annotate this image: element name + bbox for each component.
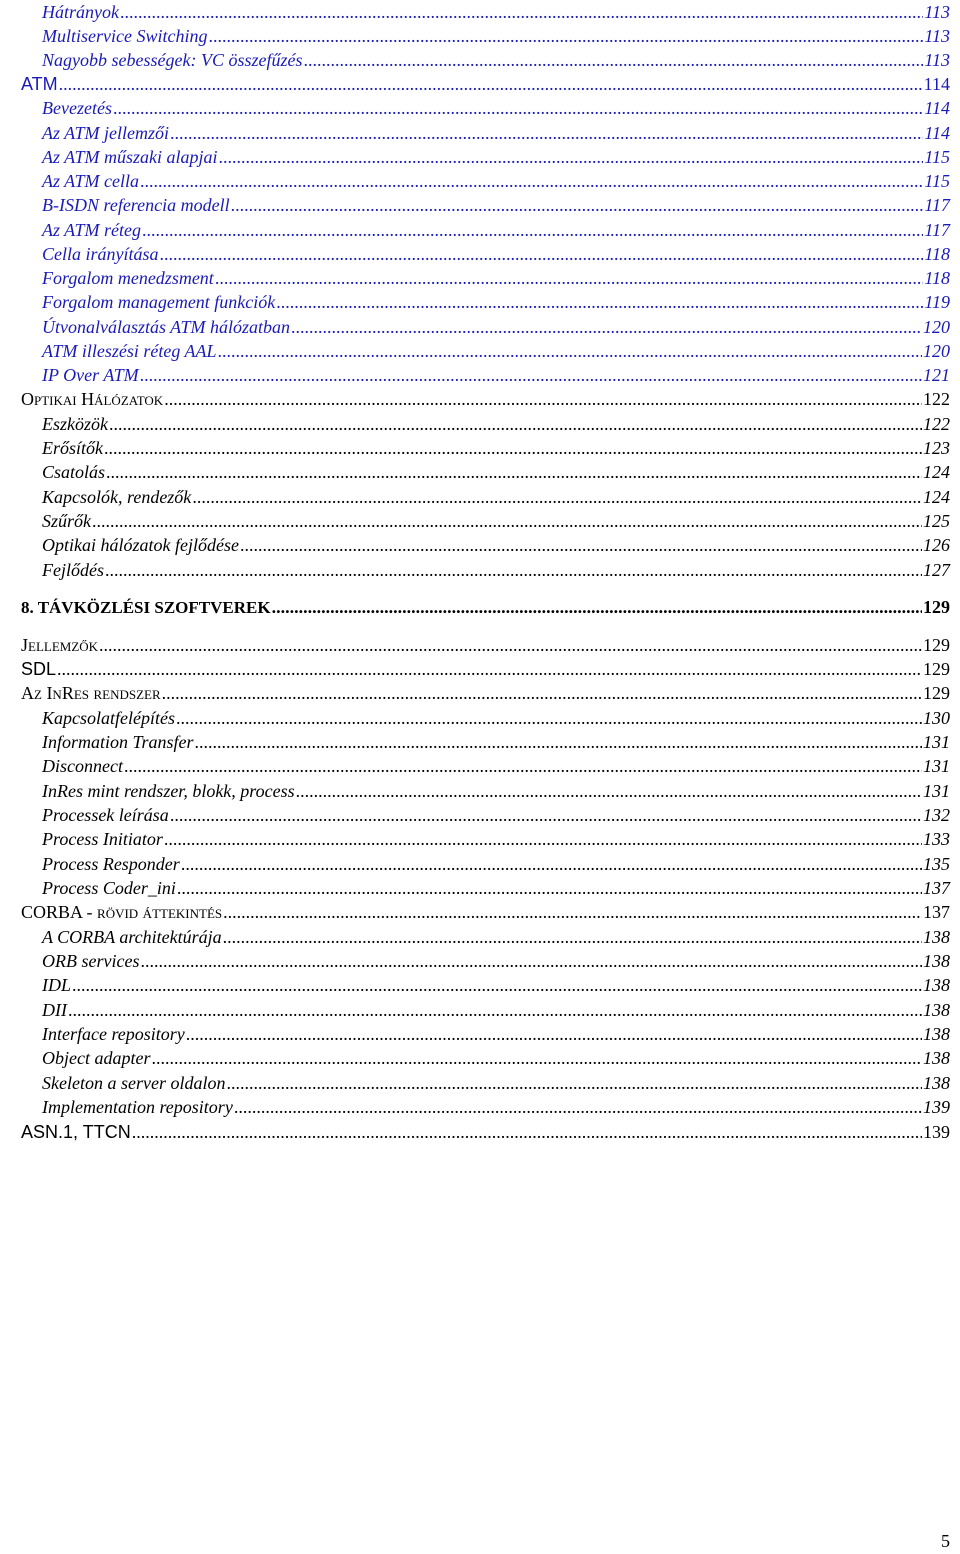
- toc-entry[interactable]: [42, 24, 950, 48]
- toc-leader-dots: [113, 96, 923, 120]
- toc-entry-label: IDL: [42, 975, 72, 995]
- toc-entry-page: 114: [923, 74, 950, 94]
- toc-entry-label: Implementation repository: [42, 1097, 233, 1117]
- toc-entry-label: Fejlődés: [42, 560, 104, 580]
- toc-leader-dots: [208, 24, 923, 48]
- toc-entry[interactable]: [42, 0, 950, 24]
- toc-entry-label: Útvonalválasztás ATM hálózatban: [42, 317, 291, 337]
- toc-entry-page: 120: [923, 341, 950, 361]
- toc-entry-page: 131: [923, 756, 950, 776]
- toc-leader-dots: [177, 876, 922, 900]
- toc-entry-label: IP Over ATM: [42, 365, 139, 385]
- toc-entry[interactable]: [42, 218, 950, 242]
- toc-entry-label: Jellemzők: [21, 635, 99, 655]
- toc-leader-dots: [276, 290, 923, 314]
- toc-leader-dots: [59, 72, 923, 96]
- toc-leader-dots: [272, 595, 922, 619]
- toc-leader-dots: [181, 852, 922, 876]
- toc-entry[interactable]: [42, 242, 950, 266]
- toc-entry-label: Eszközök: [42, 414, 108, 434]
- toc-entry-label: SDL: [21, 659, 57, 679]
- toc-entry-page: 113: [924, 2, 950, 22]
- toc-entry[interactable]: [42, 706, 950, 730]
- toc-entry[interactable]: [42, 876, 950, 900]
- toc-entry[interactable]: [42, 1071, 950, 1095]
- toc-entry[interactable]: [42, 779, 950, 803]
- toc-entry[interactable]: [42, 121, 950, 145]
- toc-entry[interactable]: [42, 730, 950, 754]
- toc-entry-label: Cella irányítása: [42, 244, 159, 264]
- toc-entry-label: Az ATM réteg: [42, 220, 141, 240]
- toc-entry-page: 139: [923, 1097, 950, 1117]
- toc-entry-label: Az ATM műszaki alapjai: [42, 147, 218, 167]
- toc-entry-page: 115: [924, 171, 950, 191]
- toc-entry[interactable]: [42, 169, 950, 193]
- toc-leader-dots: [296, 779, 922, 803]
- toc-entry-label: Optikai hálózatok fejlődése: [42, 535, 239, 555]
- toc-entry[interactable]: [42, 363, 950, 387]
- toc-entry-page: 131: [923, 781, 950, 801]
- toc-leader-dots: [240, 533, 922, 557]
- toc-leader-dots: [223, 925, 922, 949]
- toc-entry-label: B-ISDN referencia modell: [42, 195, 230, 215]
- toc-entry-page: 138: [923, 975, 950, 995]
- toc-entry-page: 122: [923, 389, 950, 409]
- toc-leader-dots: [151, 1046, 922, 1070]
- toc-entry-page: 132: [923, 805, 950, 825]
- toc-entry-page: 115: [924, 147, 950, 167]
- toc-leader-dots: [105, 558, 922, 582]
- toc-entry-label: Bevezetés: [42, 98, 112, 118]
- toc-entry[interactable]: [42, 827, 950, 851]
- toc-leader-dots: [215, 266, 924, 290]
- toc-entry-page: 137: [923, 878, 950, 898]
- toc-entry[interactable]: [42, 949, 950, 973]
- toc-leader-dots: [57, 657, 922, 681]
- toc-leader-dots: [219, 145, 924, 169]
- toc-entry[interactable]: [21, 681, 950, 705]
- toc-entry-label: Information Transfer: [42, 732, 194, 752]
- toc-entry-label: Erősítők: [42, 438, 103, 458]
- toc-leader-dots: [164, 827, 922, 851]
- toc-leader-dots: [186, 1022, 922, 1046]
- toc-entry-page: 118: [924, 244, 950, 264]
- toc-leader-dots: [92, 509, 922, 533]
- toc-entry-page: 124: [923, 462, 950, 482]
- toc-entry-page: 138: [923, 951, 950, 971]
- toc-entry-page: 129: [923, 683, 950, 703]
- toc-entry-label: Szűrők: [42, 511, 91, 531]
- toc-entry-label: ATM illeszési réteg AAL: [42, 341, 217, 361]
- page-number: 5: [941, 1531, 950, 1551]
- toc-entry-page: 135: [923, 854, 950, 874]
- toc-entry[interactable]: [42, 145, 950, 169]
- toc-entry-label: A CORBA architektúrája: [42, 927, 222, 947]
- toc-entry[interactable]: [42, 436, 950, 460]
- toc-entry-label: ATM: [21, 74, 58, 94]
- toc-entry-page: 127: [923, 560, 950, 580]
- toc-leader-dots: [176, 706, 922, 730]
- toc-entry-page: 117: [924, 220, 950, 240]
- toc-entry-label: Processek leírása: [42, 805, 169, 825]
- toc-entry-page: 139: [923, 1122, 950, 1142]
- toc-entry-page: 133: [923, 829, 950, 849]
- toc-entry-page: 138: [923, 1048, 950, 1068]
- toc-entry[interactable]: [42, 290, 950, 314]
- toc-leader-dots: [223, 900, 922, 924]
- toc-entry-page: 118: [924, 268, 950, 288]
- toc-leader-dots: [104, 436, 922, 460]
- toc-entry[interactable]: [21, 595, 950, 619]
- toc-entry-page: 114: [924, 98, 950, 118]
- toc-entry-page: 138: [923, 927, 950, 947]
- toc-entry[interactable]: [42, 193, 950, 217]
- toc-entry-page: 113: [924, 26, 950, 46]
- toc-entry[interactable]: [42, 998, 950, 1022]
- toc-leader-dots: [124, 754, 922, 778]
- toc-entry-label: Nagyobb sebességek: VC összefűzés: [42, 50, 303, 70]
- toc-entry-label: Csatolás: [42, 462, 106, 482]
- toc-entry-page: 126: [923, 535, 950, 555]
- toc-entry-label: Process Initiator: [42, 829, 163, 849]
- toc-entry-label: InRes mint rendszer, blokk, process: [42, 781, 295, 801]
- toc-entry[interactable]: [42, 460, 950, 484]
- toc-entry[interactable]: [21, 900, 950, 924]
- toc-entry-page: 114: [924, 123, 950, 143]
- toc-entry-label: DII: [42, 1000, 67, 1020]
- toc-entry-page: 122: [923, 414, 950, 434]
- toc-entry-label: Multiservice Switching: [42, 26, 208, 46]
- toc-entry-label: ASN.1, TTCN: [21, 1122, 131, 1142]
- toc-entry-page: 138: [923, 1073, 950, 1093]
- toc-leader-dots: [99, 633, 922, 657]
- toc-entry-label: Kapcsolók, rendezők: [42, 487, 192, 507]
- toc-leader-dots: [218, 339, 923, 363]
- toc-leader-dots: [132, 1120, 922, 1144]
- toc-leader-dots: [140, 169, 923, 193]
- toc-entry-label: Optikai Hálózatok: [21, 389, 164, 409]
- toc-entry-page: 137: [923, 902, 950, 922]
- toc-leader-dots: [164, 387, 922, 411]
- toc-entry[interactable]: [42, 485, 950, 509]
- toc-entry[interactable]: [42, 339, 950, 363]
- toc-entry-label: Forgalom menedzsment: [42, 268, 214, 288]
- toc-entry-page: 138: [923, 1000, 950, 1020]
- toc-leader-dots: [140, 949, 922, 973]
- toc-leader-dots: [109, 412, 922, 436]
- toc-entry[interactable]: [42, 509, 950, 533]
- toc-entry-label: Hátrányok: [42, 2, 119, 22]
- toc-entry[interactable]: [42, 803, 950, 827]
- toc-leader-dots: [170, 121, 923, 145]
- toc-entry-page: 125: [923, 511, 950, 531]
- toc-entry[interactable]: [42, 533, 950, 557]
- toc-entry-label: Object adapter: [42, 1048, 151, 1068]
- toc-entry[interactable]: [21, 1120, 950, 1144]
- toc-leader-dots: [226, 1071, 922, 1095]
- toc-leader-dots: [120, 0, 923, 24]
- toc-entry-label: Az ATM cella: [42, 171, 139, 191]
- toc-entry[interactable]: [42, 266, 950, 290]
- toc-entry-page: 131: [923, 732, 950, 752]
- toc-entry-label: Interface repository: [42, 1024, 185, 1044]
- toc-entry-label: 8. TÁVKÖZLÉSI SZOFTVEREK: [21, 598, 271, 617]
- toc-leader-dots: [170, 803, 922, 827]
- toc-entry[interactable]: [21, 387, 950, 411]
- toc-entry[interactable]: [42, 973, 950, 997]
- toc-entry-page: 119: [924, 292, 950, 312]
- toc-leader-dots: [142, 218, 923, 242]
- toc-entry-page: 129: [923, 597, 950, 617]
- toc-leader-dots: [106, 460, 922, 484]
- toc-leader-dots: [303, 48, 923, 72]
- toc-entry-page: 123: [923, 438, 950, 458]
- toc-entry[interactable]: [42, 1095, 950, 1119]
- toc-leader-dots: [291, 315, 922, 339]
- toc-entry[interactable]: [42, 48, 950, 72]
- toc-leader-dots: [195, 730, 922, 754]
- toc-entry-label: Disconnect: [42, 756, 123, 776]
- toc-leader-dots: [160, 242, 924, 266]
- toc-entry-page: 117: [924, 195, 950, 215]
- toc-entry-label: ORB services: [42, 951, 140, 971]
- toc-entry-page: 129: [923, 635, 950, 655]
- toc-entry-page: 130: [923, 708, 950, 728]
- toc-leader-dots: [231, 193, 924, 217]
- toc-entry[interactable]: [42, 925, 950, 949]
- toc-entry[interactable]: [42, 412, 950, 436]
- toc-entry[interactable]: [21, 72, 950, 96]
- toc-entry-page: 121: [923, 365, 950, 385]
- toc-entry-label: CORBA - rövid áttekintés: [21, 902, 223, 922]
- toc-entry-label: Az InRes rendszer: [21, 683, 161, 703]
- toc-entry-label: Skeleton a server oldalon: [42, 1073, 226, 1093]
- toc-entry-label: Process Coder_ini: [42, 878, 176, 898]
- toc-leader-dots: [140, 363, 922, 387]
- toc-leader-dots: [162, 681, 922, 705]
- toc-entry[interactable]: [42, 1022, 950, 1046]
- toc-entry-page: 120: [923, 317, 950, 337]
- toc-entry-page: 124: [923, 487, 950, 507]
- toc-entry[interactable]: [42, 852, 950, 876]
- toc-entry[interactable]: [42, 96, 950, 120]
- toc-leader-dots: [234, 1095, 922, 1119]
- toc-entry-page: 138: [923, 1024, 950, 1044]
- toc-entry[interactable]: [21, 657, 950, 681]
- toc-entry-page: 129: [923, 659, 950, 679]
- toc-entry[interactable]: [42, 315, 950, 339]
- toc-entry-page: 113: [924, 50, 950, 70]
- toc-leader-dots: [192, 485, 922, 509]
- toc-entry-label: Forgalom management funkciók: [42, 292, 276, 312]
- toc-entry[interactable]: [42, 558, 950, 582]
- toc-leader-dots: [72, 973, 922, 997]
- toc-entry-label: Kapcsolatfelépítés: [42, 708, 175, 728]
- toc-entry[interactable]: [21, 633, 950, 657]
- toc-entry-label: Process Responder: [42, 854, 180, 874]
- toc-entry[interactable]: [42, 754, 950, 778]
- toc-leader-dots: [68, 998, 922, 1022]
- toc-entry[interactable]: [42, 1046, 950, 1070]
- toc-entry-label: Az ATM jellemzői: [42, 123, 169, 143]
